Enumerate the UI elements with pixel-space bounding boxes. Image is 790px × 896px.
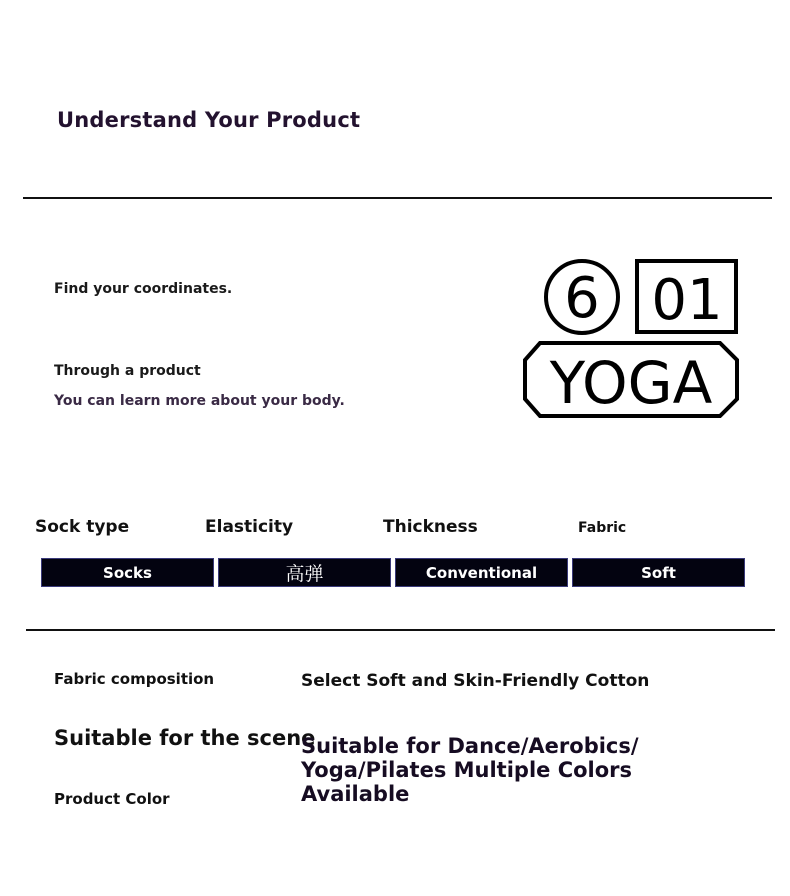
- fabric-composition-label: Fabric composition: [54, 670, 215, 688]
- sock-type-value: Socks: [41, 558, 214, 587]
- logo-code-number: 01: [651, 268, 723, 333]
- scene-label: Suitable for the scene: [54, 726, 316, 750]
- middle-divider: [26, 629, 775, 631]
- elasticity-label: Elasticity: [205, 517, 294, 537]
- fabric-label: Fabric: [578, 520, 627, 536]
- fabric-composition-value: Select Soft and Skin-Friendly Cotton: [301, 671, 650, 691]
- product-color-label: Product Color: [54, 790, 170, 808]
- logo-size-number: 6: [564, 266, 600, 331]
- fabric-value: Soft: [572, 558, 745, 587]
- thickness-label: Thickness: [383, 517, 478, 537]
- elasticity-value: 高弹: [218, 558, 391, 587]
- logo-word: YOGA: [549, 349, 713, 417]
- scene-value: Suitable for Dance/Aerobics/ Yoga/Pilates Multiple Colors Available: [301, 734, 639, 806]
- find-coordinates-text: Find your coordinates.: [54, 281, 233, 297]
- sock-type-label: Sock type: [35, 517, 130, 537]
- learn-body-text: You can learn more about your body.: [54, 393, 345, 409]
- yoga-logo: [520, 255, 745, 425]
- thickness-value: Conventional: [395, 558, 568, 587]
- through-product-text: Through a product: [54, 363, 201, 379]
- page-title: Understand Your Product: [57, 108, 361, 132]
- top-divider: [23, 197, 772, 199]
